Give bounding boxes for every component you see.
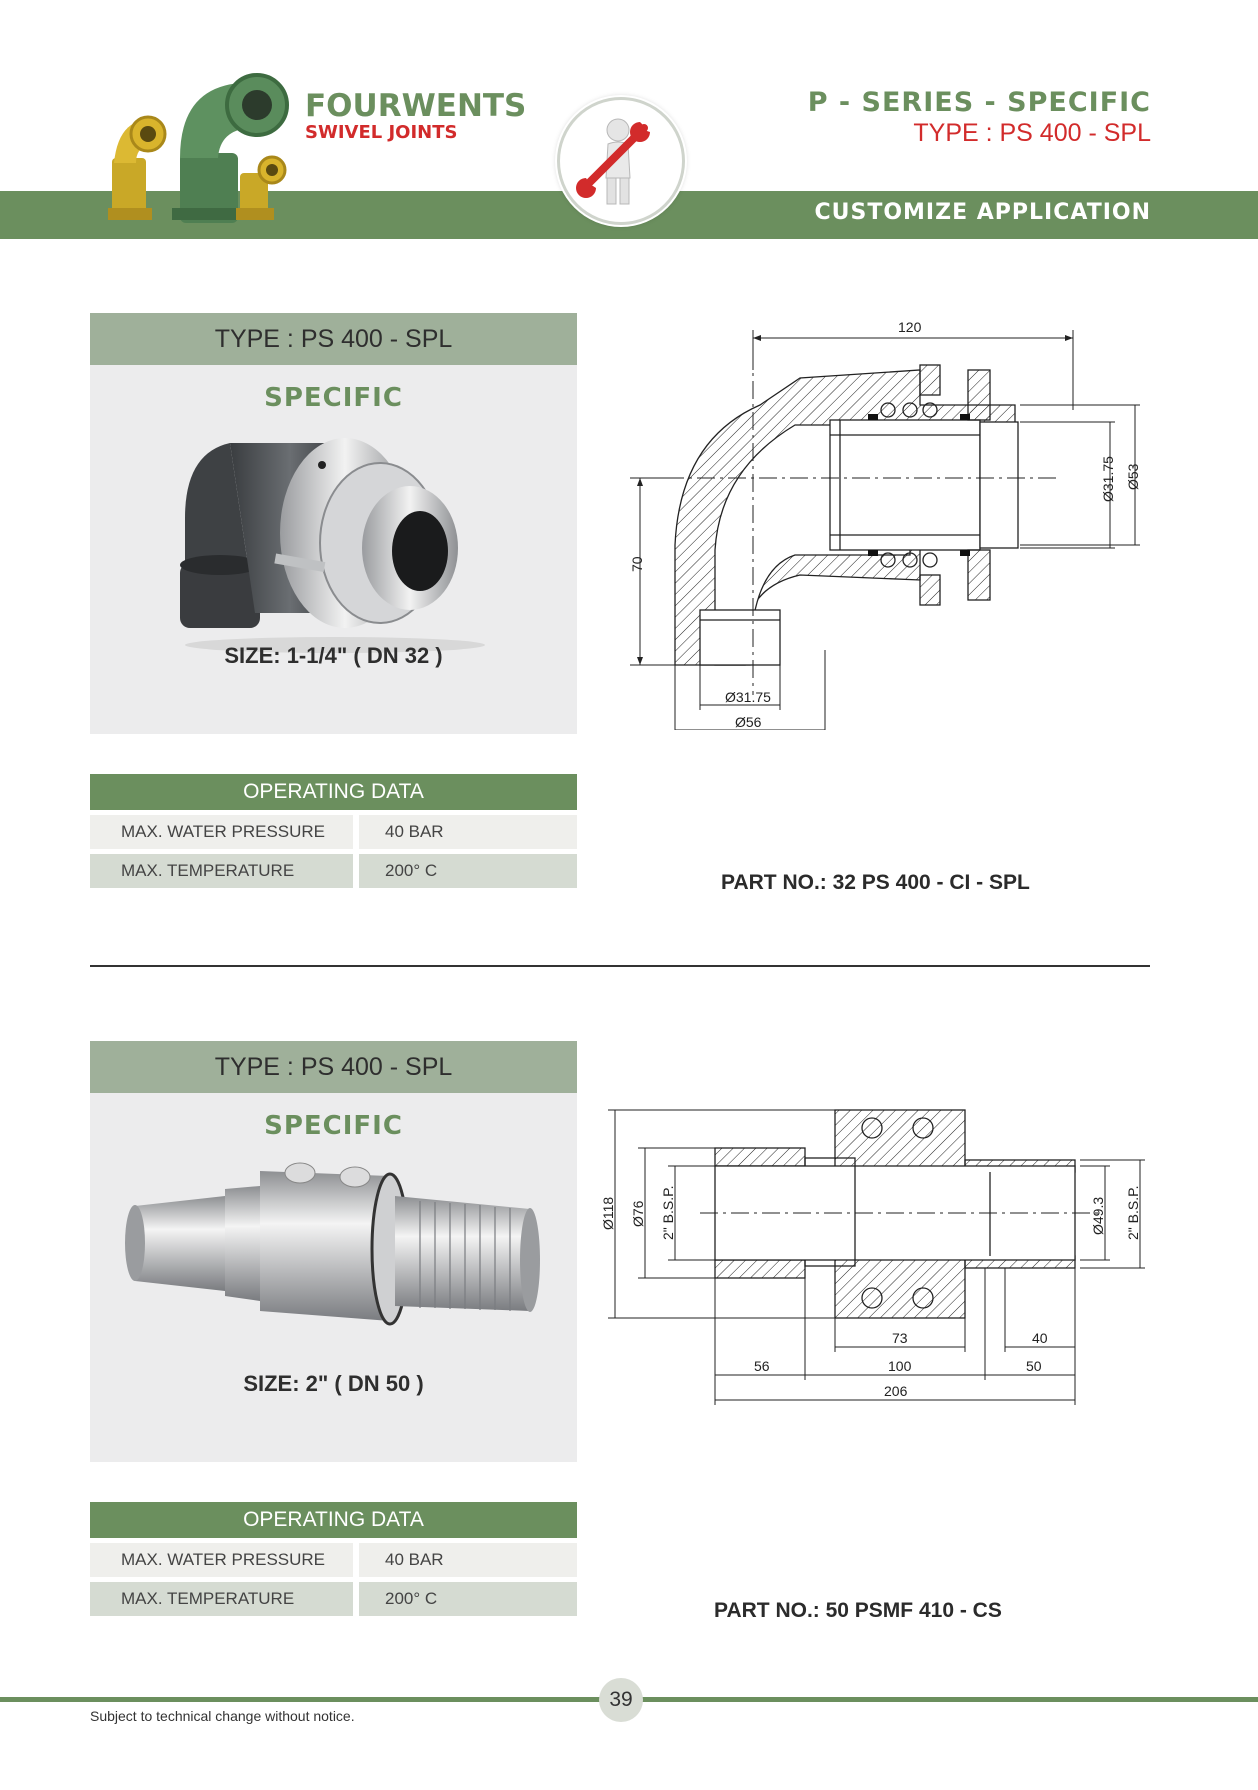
- part-number: PART NO.: 32 PS 400 - CI - SPL: [721, 871, 1030, 894]
- product-card: [90, 313, 577, 734]
- table-row: [90, 815, 577, 849]
- dim-bsp-left: 2" B.S.P.: [660, 1185, 676, 1240]
- dim-length: 120: [898, 319, 922, 335]
- footer-line-right: [642, 1697, 1258, 1702]
- straight-swivel-joint-image: [90, 1141, 577, 1381]
- straight-technical-drawing: [600, 1100, 1160, 1410]
- dim-outer: Ø53: [1125, 463, 1141, 490]
- dim-206: 206: [884, 1383, 908, 1399]
- dim-100: 100: [888, 1358, 912, 1374]
- elbow-swivel-joint-image: [90, 413, 577, 653]
- page-header: [0, 0, 1258, 240]
- product-card: [90, 1041, 577, 1462]
- product-type-heading: TYPE : PS 400 - SPL: [90, 1041, 577, 1093]
- section-divider: [90, 965, 1150, 967]
- table-row: [90, 1582, 577, 1616]
- brand-block: [305, 90, 526, 144]
- dim-bore: Ø31.75: [1100, 456, 1116, 502]
- customize-banner: CUSTOMIZE APPLICATION: [814, 200, 1151, 225]
- product-category: SPECIFIC: [264, 383, 403, 413]
- series-type: TYPE : PS 400 - SPL: [913, 119, 1151, 147]
- product-type-heading: TYPE : PS 400 - SPL: [90, 313, 577, 365]
- dim-40: 40: [1032, 1330, 1048, 1346]
- operating-data-title: OPERATING DATA: [90, 1502, 577, 1538]
- swivel-joints-logo-image: [100, 58, 300, 228]
- mechanic-badge: [557, 97, 685, 225]
- product-category: SPECIFIC: [264, 1111, 403, 1141]
- row-value: 200° C: [359, 1582, 577, 1616]
- operating-data-table: [90, 1502, 577, 1616]
- operating-data-title: OPERATING DATA: [90, 774, 577, 810]
- row-label: MAX. TEMPERATURE: [90, 854, 353, 888]
- wrench-man-icon: [560, 100, 682, 222]
- page-number: 39: [599, 1678, 643, 1722]
- footer-line-left: [0, 1697, 600, 1702]
- operating-data-table: [90, 774, 577, 888]
- table-row: [90, 854, 577, 888]
- dim-height: 70: [629, 556, 645, 572]
- brand-name: FOURWENTS: [305, 88, 527, 124]
- part-number: PART NO.: 50 PSMF 410 - CS: [714, 1599, 1002, 1622]
- dim-bottom-outer: Ø56: [735, 714, 762, 730]
- dim-d76: Ø76: [630, 1200, 646, 1227]
- row-value: 40 BAR: [359, 1543, 577, 1577]
- elbow-technical-drawing: [620, 310, 1160, 730]
- row-value: 40 BAR: [359, 815, 577, 849]
- dim-56: 56: [754, 1358, 770, 1374]
- dim-73: 73: [892, 1330, 908, 1346]
- dim-d118: Ø118: [600, 1196, 616, 1230]
- row-label: MAX. WATER PRESSURE: [90, 815, 353, 849]
- dim-bsp-right: 2" B.S.P.: [1125, 1185, 1141, 1240]
- dim-d49: Ø49.3: [1090, 1196, 1106, 1235]
- product-size: SIZE: 1-1/4" ( DN 32 ): [224, 643, 443, 668]
- row-value: 200° C: [359, 854, 577, 888]
- row-label: MAX. TEMPERATURE: [90, 1582, 353, 1616]
- brand-subtitle: SWIVEL JOINTS: [305, 122, 458, 143]
- series-title: P - SERIES - SPECIFIC: [807, 87, 1151, 118]
- table-row: [90, 1543, 577, 1577]
- product-size: SIZE: 2" ( DN 50 ): [243, 1371, 424, 1396]
- dim-bottom-bore: Ø31.75: [725, 689, 771, 705]
- footer-note: Subject to technical change without notice.: [90, 1708, 355, 1724]
- dim-50: 50: [1026, 1358, 1042, 1374]
- row-label: MAX. WATER PRESSURE: [90, 1543, 353, 1577]
